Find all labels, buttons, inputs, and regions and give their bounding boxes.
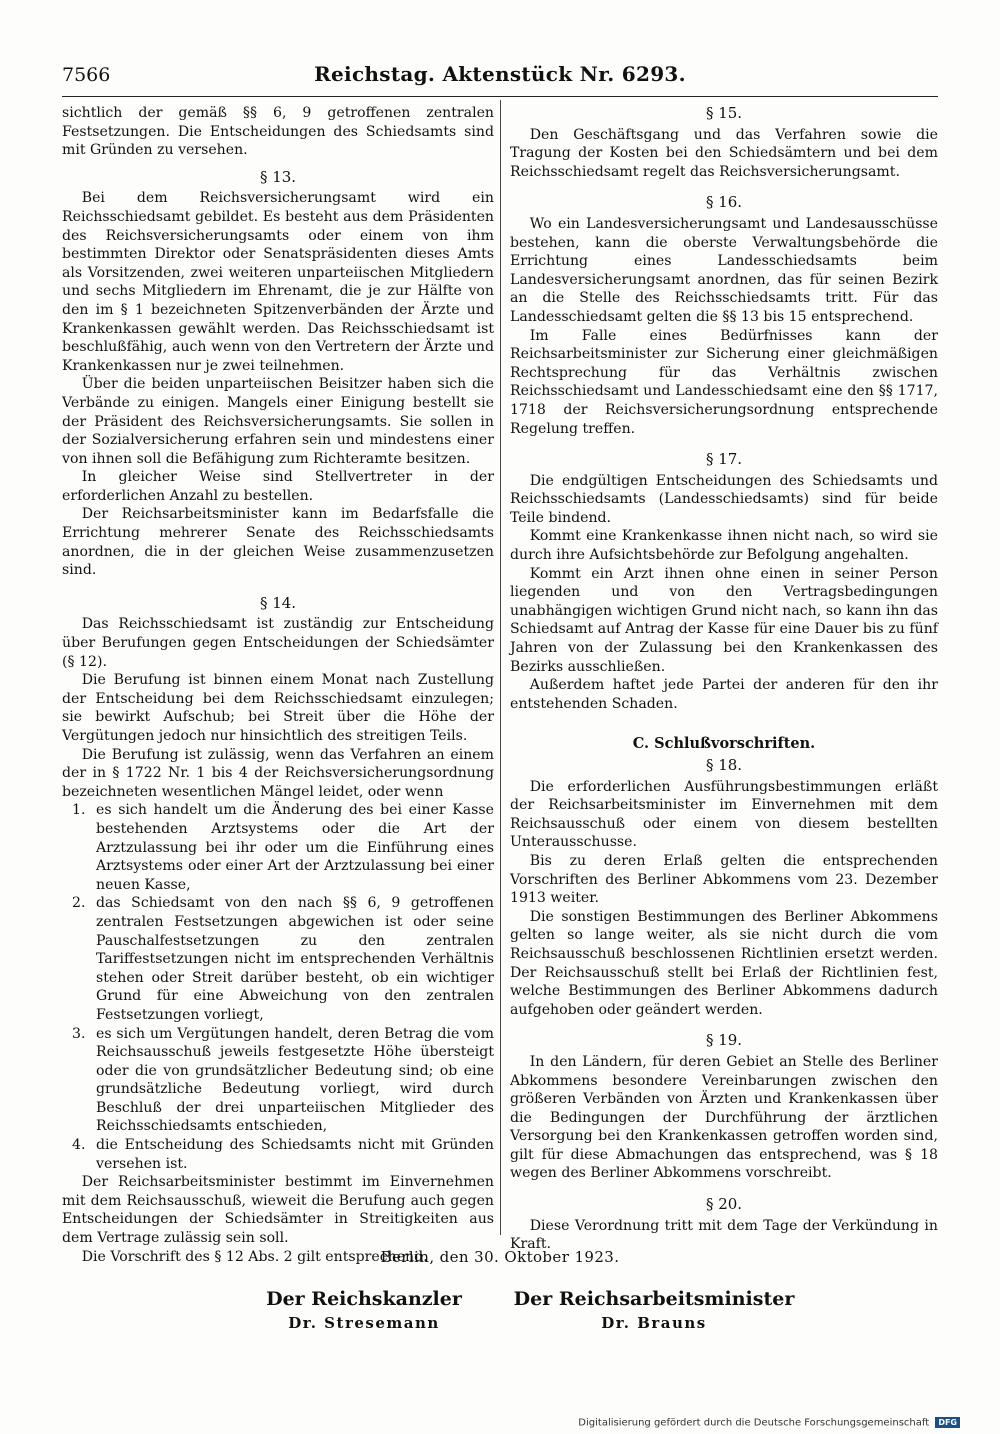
list-item-text: es sich handelt um die Änderung des bei einer Kasse bestehenden Arztsystems oder die Art der Arztzulassung bei ihr oder um die Einführung eines Arztsystems oder einer Art der Arztzulassung bei einer neuen Kasse, [96, 802, 494, 893]
page-number: 7566 [62, 64, 111, 86]
list-item-text: das Schiedsamt von den nach §§ 6, 9 getroffenen zentralen Festsetzungen abgewichen ist oder seine Pauschalfestsetzungen zu den zentralen Tariffestsetzungen nicht im entsprechenden Verhältnis stehen oder Streit darüber besteht, ob ein wichtiger Grund für eine Abweichung von den zentralen Festsetzungen vorliegt, [96, 895, 494, 1023]
paragraph: Der Reichsarbeitsminister kann im Bedarfsfalle die Errichtung mehrerer Senate des Reichsschiedsamts anordnen, die in der gleichen Weise zusammenzusetzen sind. [62, 506, 494, 579]
signature-title: Der Reichsarbeitsminister [513, 1288, 795, 1310]
left-column [62, 104, 494, 1266]
list-item-text: die Entscheidung des Schiedsamts nicht mit Gründen versehen ist. [96, 1137, 494, 1172]
paragraph: Bei dem Reichsversicherungsamt wird ein Reichsschiedsamt gebildet. Es besteht aus dem Präsidenten des Reichsversicherungsamts oder einem von ihm bestimmten Direktor oder Senatspräsidenten dieses Amts als Vorsitzenden, zwei weiteren unparteiischen Mitgliedern und sechs Mitgliedern im Ehrenamt, die je zur Hälfte von den im § 1 bezeichneten Spitzenverbänden der Ärzte und Krankenkassen gewählt werden. Das Reichsschiedsamt ist beschlußfähig, auch wenn von den Vertretern der Ärzte und Krankenkassen nur je zwei teilnehmen. [62, 190, 494, 374]
digitization-credit [578, 1417, 960, 1429]
list-item-text: es sich um Vergütungen handelt, deren Betrag die vom Reichsausschuß jeweils festgesetzte Höhe übersteigt oder die von grundsätzlicher Bedeutung sind; ob eine grundsätzliche Bedeutung vorliegt, wird durch Beschluß der drei unparteiischen Mitglieder des Reichsschiedsamts entschieden, [96, 1025, 494, 1135]
header-rule [62, 96, 938, 97]
paragraph: Die Berufung ist zulässig, wenn das Verfahren an einem der in § 1722 Nr. 1 bis 4 der Reichsversicherungsordnung bezeichneten wesentlichen Mängel leidet, oder wenn [62, 746, 494, 800]
paragraph: Die erforderlichen Ausführungsbestimmungen erläßt der Reichsarbeitsminister im Einvernehmen mit dem Reichsausschuß oder einem von diesem bestellten Unterausschusse. [510, 778, 938, 851]
signature-title: Der Reichskanzler [266, 1288, 462, 1310]
paragraph: Die sonstigen Bestimmungen des Berliner Abkommens gelten so lange weiter, als sie nicht durch die vom Reichsausschuß beschlossenen Richtlinien ersetzt werden. Der Reichsausschuß stellt bei Erlaß der Richtlinien fest, welche Bestimmungen des Berliner Abkommens dadurch aufgehoben oder geändert werden. [510, 908, 938, 1018]
paragraph: Die Vorschrift des § 12 Abs. 2 gilt entsprechend. [81, 1248, 428, 1265]
list-item [72, 894, 494, 1024]
paragraph: Bis zu deren Erlaß gelten die entsprechenden Vorschriften des Berliner Abkommens vom 23. Dezember 1913 weiter. [510, 852, 938, 907]
list-item [72, 1136, 494, 1173]
running-head: Reichstag. Aktenstück Nr. 6293. [314, 62, 686, 86]
dateline: Berlin, den 30. Oktober 1923. [380, 1248, 620, 1266]
list-number: 3. [72, 1025, 86, 1042]
signature-name: Dr. Stresemann [288, 1314, 440, 1332]
list-item [72, 801, 494, 894]
paragraph: Den Geschäftsgang und das Verfahren sowie die Tragung der Kosten bei den Schiedsämtern und bei dem Reichsschiedsamt regelt das Reichsversicherungsamt. [510, 126, 938, 180]
paragraph: Diese Verordnung tritt mit dem Tage der Verkündung in Kraft. [510, 1217, 938, 1253]
paragraph: Im Falle eines Bedürfnisses kann der Reichsarbeitsminister zur Sicherung einer gleichmäßigen Rechtsprechung für das Verhältnis zwischen Reichsschiedsamt und Landesschiedsamt eine den §§ 1717, 1718 der Reichsversicherungsordnung entsprechende Regelung treffen. [510, 327, 938, 437]
credit-text: Digitalisierung gefördert durch die Deutsche Forschungsgemeinschaft [578, 1417, 930, 1429]
paragraph: Der Reichsarbeitsminister bestimmt im Einvernehmen mit dem Reichsausschuß, wieweit die Berufung auch gegen Entscheidungen der Schiedsämter in Streitigkeiten aus dem Vertrage zulässig sein soll. [62, 1174, 494, 1247]
section-heading-19: § 19. [705, 1031, 743, 1050]
paragraph: Die Berufung ist binnen einem Monat nach Zustellung der Entscheidung bei dem Reichsschiedsamt einzulegen; sie bewirkt Aufschub; bei Streit über die Höhe der Vergütungen jedoch nur hinsichtlich des streitigen Teils. [62, 672, 494, 744]
list-number: 4. [72, 1137, 86, 1154]
section-heading-18: § 18. [705, 756, 743, 774]
section-heading-13: § 13. [259, 167, 297, 186]
section-heading-17: § 17. [705, 450, 743, 469]
paragraph: sichtlich der gemäß §§ 6, 9 getroffenen zentralen Festsetzungen. Die Entscheidungen des Schiedsamts sind mit Gründen zu versehen. [62, 105, 494, 159]
signature-block-labour-minister [504, 1288, 804, 1332]
section-heading-16: § 16. [705, 193, 743, 212]
paragraph: Die endgültigen Entscheidungen des Schiedsamts und Reichsschiedsamts (Landesschiedsamts) sind für beide Teile bindend. [510, 472, 938, 526]
right-column [510, 104, 938, 1254]
paragraph: Kommt eine Krankenkasse ihnen nicht nach, so wird sie durch ihre Aufsichtsbehörde zur Befolgung angehalten. [510, 528, 938, 564]
signature-name: Dr. Brauns [601, 1314, 707, 1332]
paragraph: Kommt ein Arzt ihnen ohne einen in seiner Person liegenden und von den Vertragsbedingungen unabhängigen wichtigen Grund nicht nach, so kann ihn das Schiedsamt auf Antrag der Kasse für eine Dauer bis zu fünf Jahren von der Zulassung bei den Krankenkassen des Bezirks ausschließen. [510, 565, 938, 675]
condition-list [62, 801, 494, 1173]
list-item [72, 1025, 494, 1137]
paragraph: In gleicher Weise sind Stellvertreter in der erforderlichen Anzahl zu bestellen. [62, 469, 494, 504]
signature-block-chancellor [214, 1288, 514, 1332]
subsection-heading: C. Schlußvorschriften. [632, 735, 816, 753]
section-heading-15: § 15. [705, 104, 743, 122]
paragraph: Wo ein Landesversicherungsamt und Landesausschüsse bestehen, kann die oberste Verwaltungsbehörde die Errichtung eines Landesschiedsamts beim Landesversicherungsamt anordnen, das für seinen Bezirk an die Stelle des Reichsschiedsamts tritt. Für das Landesschiedsamt gelten die §§ 13 bis 15 entsprechend. [510, 215, 938, 325]
column-divider [500, 100, 501, 1235]
dfg-logo: DFG [935, 1417, 960, 1428]
section-heading-20: § 20. [705, 1195, 743, 1214]
section-heading-14: § 14. [259, 593, 297, 612]
paragraph: Über die beiden unparteiischen Beisitzer haben sich die Verbände zu einigen. Mangels einer Einigung bestellt sie der Präsident des Reichsversicherungsamts. Sie sollen in der Sozialversicherung erfahren sein und mindestens einer von ihnen soll die Befähigung zum Richteramte besitzen. [62, 376, 494, 467]
paragraph: In den Ländern, für deren Gebiet an Stelle des Berliner Abkommens besondere Vereinbarungen zwischen den größeren Verbänden von Ärzten und Krankenkassen über die Bedingungen der Durchführung der ärztlichen Versorgung bei den Krankenkassen getroffen worden sind, gilt für diese Abmachungen das entsprechend, was § 18 wegen des Berliner Abkommens vorschreibt. [510, 1053, 938, 1182]
paragraph: Das Reichsschiedsamt ist zuständig zur Entscheidung über Berufungen gegen Entscheidungen der Schiedsämter (§ 12). [62, 616, 494, 670]
paragraph: Außerdem haftet jede Partei der anderen für den ihr entstehenden Schaden. [510, 677, 938, 712]
page-header [62, 62, 938, 94]
list-number: 2. [72, 895, 86, 912]
list-number: 1. [72, 802, 86, 819]
